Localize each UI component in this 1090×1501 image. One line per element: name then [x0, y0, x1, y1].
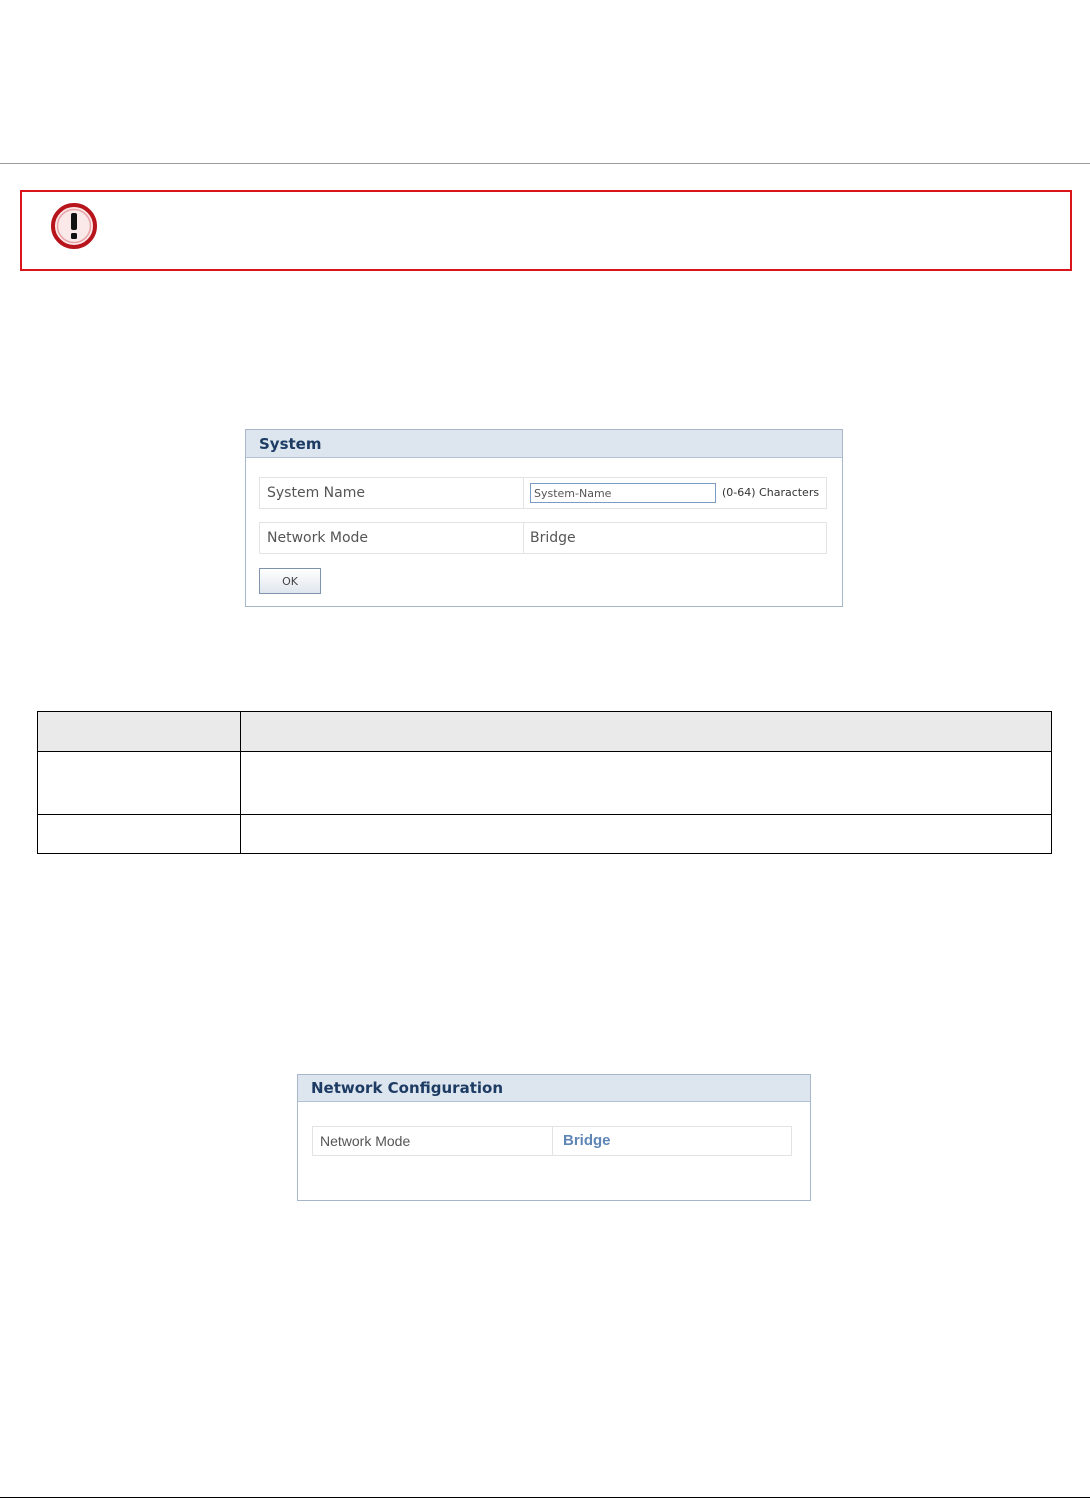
- table-cell: [38, 752, 241, 815]
- ok-button[interactable]: OK: [259, 568, 321, 594]
- network-mode-row: [259, 522, 827, 554]
- description-table: [37, 711, 1052, 854]
- network-panel-title: Network Configuration: [298, 1075, 810, 1102]
- table-header-cell: [38, 712, 241, 752]
- system-name-hint: (0-64) Characters: [722, 486, 820, 499]
- table-header-cell: [241, 712, 1052, 752]
- footer-divider: [0, 1497, 1090, 1498]
- warning-callout: [20, 190, 1072, 271]
- table-row: [38, 752, 1052, 815]
- network-mode-row: [312, 1126, 792, 1156]
- system-panel: [245, 429, 843, 607]
- table-cell: [241, 815, 1052, 854]
- table-header-row: [38, 712, 1052, 752]
- system-name-cell: [524, 478, 826, 508]
- network-mode-value: Bridge: [563, 1132, 611, 1149]
- network-mode-label: Network Mode: [313, 1127, 553, 1155]
- exclamation-circle-icon: [50, 202, 98, 250]
- system-name-input[interactable]: [530, 483, 716, 503]
- network-configuration-panel: [297, 1074, 811, 1201]
- header-divider: [0, 163, 1090, 164]
- table-cell: [38, 815, 241, 854]
- table-row: [38, 815, 1052, 854]
- system-name-label: System Name: [260, 478, 524, 508]
- system-name-row: [259, 477, 827, 509]
- network-mode-value: Bridge: [530, 530, 576, 546]
- system-panel-title: System: [246, 430, 842, 458]
- table-cell: [241, 752, 1052, 815]
- network-mode-label: Network Mode: [260, 523, 524, 553]
